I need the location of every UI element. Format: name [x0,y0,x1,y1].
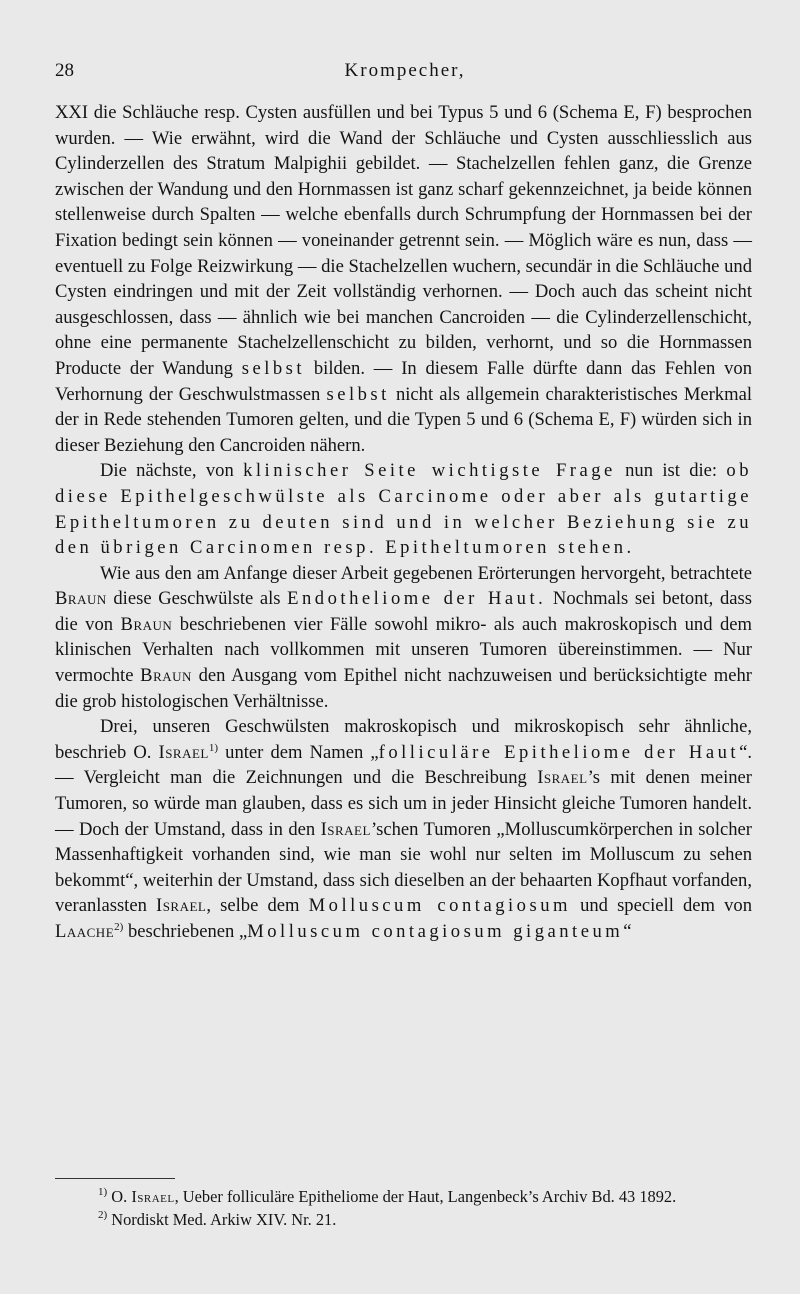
text-run: beschriebenen vier Fälle sowohl mikro- als auch makroskopisch und dem klinischen Verhalten nach vollkommen mit unseren Tumoren übereinstimmen. — Nur vermochte [55,613,752,687]
spaced-emphasis: selbst [326,383,390,405]
text-run: “ [623,921,632,942]
footnote-1-body [55,1186,785,1209]
author-name: Israel [537,767,588,789]
author-name: Braun [55,588,107,610]
author-name: Israel [320,818,371,840]
author-name: Israel [156,895,207,917]
text-run: Nochmals sei betont, dass die von [55,588,752,635]
text-run: ’s mit denen meiner Tumoren, so würde man glauben, dass es sich um in jeder Hinsicht gleiche Tumoren handelt. — Doch der Umstand, dass in den [55,767,752,840]
author-name: Israel [131,1187,175,1206]
text-run: Drei, unseren Geschwülsten makroskopisch und mikroskopisch sehr ähnliche, beschrieb O. [55,716,752,763]
footnote-ref: 2) [114,921,124,933]
paragraph-3 [55,561,752,715]
text-run: den Ausgang vom Epithel nicht nachzuweisen und berücksichtigte mehr die grob histologischen Verhältnisse. [55,665,752,712]
text-run: , Ueber folliculäre Epitheliome der Haut, Langenbeck’s Archiv Bd. 43 1892. [174,1187,677,1206]
footnote-divider [55,1178,175,1179]
footnote-2 [55,1209,785,1232]
footnote-1 [55,1186,785,1209]
paragraph-4 [55,714,752,944]
footnote-marker: 1) [98,1186,108,1198]
text-run: beschriebenen „ [123,921,248,942]
footnote-ref: 1) [208,741,219,754]
text-run: Nordiskt Med. Arkiw XIV. Nr. 21. [107,1209,337,1229]
footnotes [55,1186,785,1231]
text-run: Wie aus den am Anfange dieser Arbeit gegebenen Erörterungen hervorgeht, betrachtete [100,562,752,584]
paragraph-1 [55,100,752,458]
paragraph-2 [55,458,752,560]
spaced-emphasis: selbst [241,357,306,379]
running-head: Krompecher, [344,60,466,81]
spaced-emphasis: Endotheliome der Haut. [287,588,547,610]
text-run: nun ist die: [615,460,727,482]
text-run: “. — Vergleicht man die Zeichnungen und die Beschreibung [55,741,752,789]
page-header [55,60,755,88]
text-run: unter dem Namen „ [218,741,379,763]
spaced-emphasis: Molluscum contagiosum giganteum [247,921,624,942]
text-run: bilden. — In diesem Falle dürfte dann das Fehlen von Verhornung der Geschwulstmassen [55,357,752,405]
spaced-emphasis: folliculäre Epitheliome der Haut [378,741,740,763]
page-number: 28 [55,60,74,81]
author-name: Braun [120,613,173,635]
text-run: und speciell dem von [570,895,752,917]
author-name: Laache [55,921,115,942]
text-run: ’schen Tumoren „Molluscumkörperchen in solcher Massenhaftigkeit vorhanden sind, wie man sie wohl nur selten im Molluscum zu sehen bekommt“, weiterhin der Umstand, dass sich dieselben an der behaarten Kopfhaut vorfanden, veranlassten [55,818,752,917]
text-run: XXI die Schläuche resp. Cysten ausfüllen und bei Typus 5 und 6 (Schema E, F) besprochen wurden. — Wie erwähnt, wird die Wand der Schläuche und Cysten ausschliesslich aus Cylinderzellen des Stratum Malpighii gebildet. — Stachelzellen fehlen ganz, die Grenze zwischen der Wandung und den Hornmassen ist ganz scharf gekennzeichnet, ja beide können stellenweise durch Spalten — welche ebenfalls durch Schrumpfung der Hornmassen bei der Fixation bedingt sein können — voneinander getrennt sein. — Möglich wäre es nun, dass — eventuell zu Folge Reizwirkung — die Stachelzellen wuchern, secundär in die Schläuche und Cysten eindringen und mit der Zeit vollständig verhornen. — Doch auch das scheint nicht ausgeschlossen, dass — ähnlich wie bei manchen Cancroiden — die Cylinderzellenschicht, ohne eine permanente Stachelzellenschicht zu bilden, verhornt, und so die Hornmassen Producte der Wandung [55,102,752,379]
text-run: diese Geschwülste als [106,588,288,610]
text-run: nicht als allgemein charakteristisches Merkmal der in Rede stehenden Tumoren gelten, und die Typen 5 und 6 (Schema E, F) würden sich in dieser Beziehung den Cancroiden nähern. [55,383,752,456]
text-run: , selbe dem [206,895,309,917]
author-name: Israel [158,741,209,763]
spaced-emphasis: ob diese Epithelgeschwülste als Carcinome oder aber als gutartige Epitheltumoren zu deuten sind und in welcher Beziehung sie zu den übrigen Carcinomen resp. Epitheltumoren stehen. [55,460,753,559]
spaced-emphasis: klinischer Seite wichtigste Frage [243,460,616,482]
spaced-emphasis: Molluscum contagiosum [308,895,571,917]
author-name: Braun [140,665,192,687]
text-run: O. [107,1187,132,1206]
body-text [55,100,752,945]
text-run: Die nächste, von [100,460,244,482]
footnote-marker: 2) [98,1208,108,1221]
